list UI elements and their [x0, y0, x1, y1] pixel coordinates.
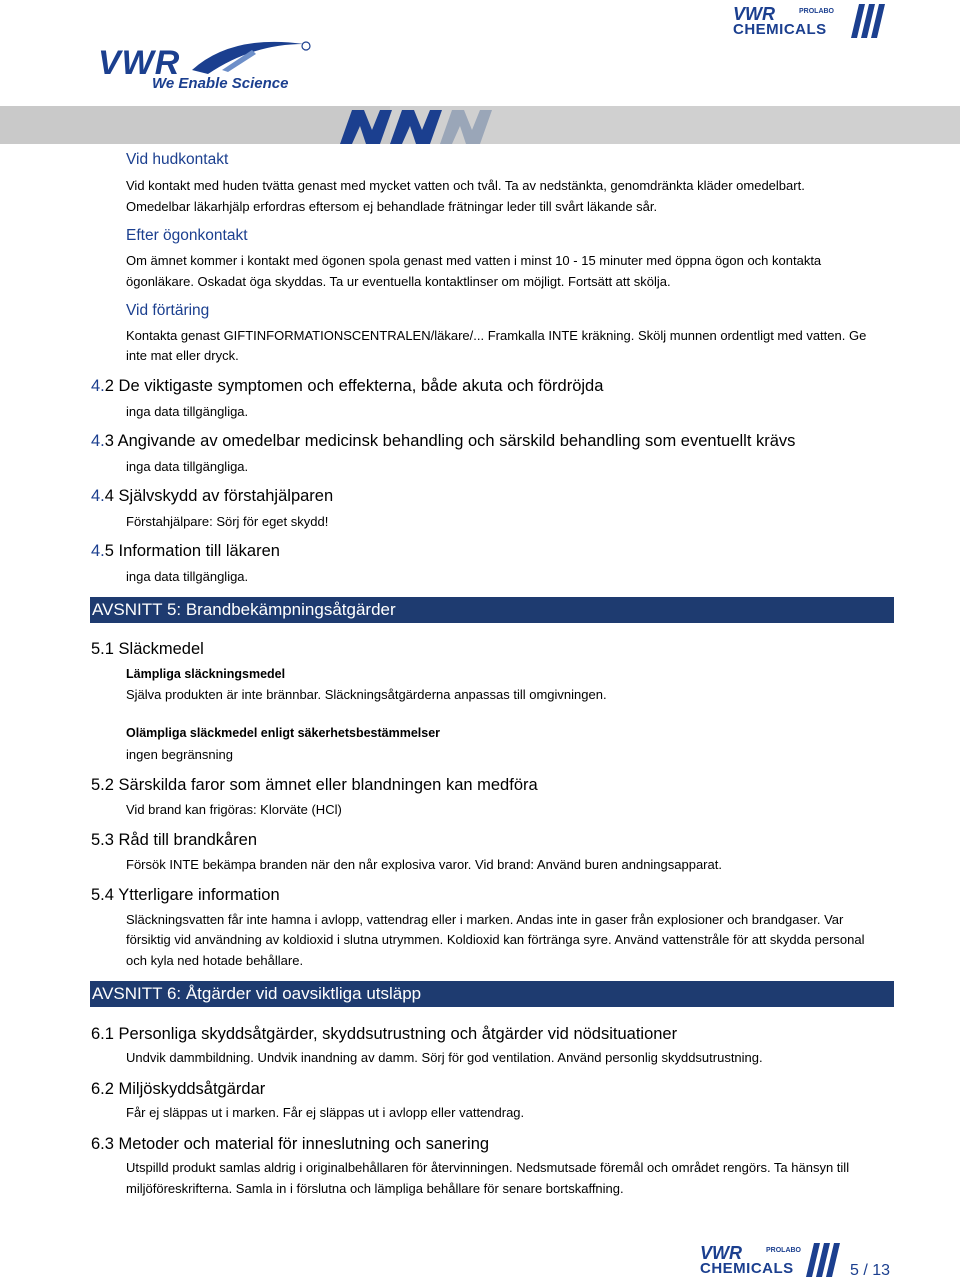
heading-6-2: 6.2 Miljöskyddsåtgärdar: [91, 1080, 266, 1098]
heading-4-4: 4.4 Självskydd av förstahjälparen: [91, 487, 334, 505]
vwr-chemicals-logo: [733, 4, 893, 40]
heading-5-2: 5.2 Särskilda faror som ämnet eller blandningen kan medföra: [91, 776, 538, 794]
eye-contact-line1: Om ämnet kommer i kontakt med ögonen spola genast med vatten i minst 10 - 15 minuter med öppna ögon och kontakta: [126, 253, 822, 268]
ingestion-heading: Vid förtäring: [126, 302, 210, 319]
ingestion-line1: Kontakta genast GIFTINFORMATIONSCENTRALEN/läkare/... Framkalla INTE kräkning. Skölj munnen ordentligt med vatten. Ge: [126, 328, 867, 343]
heading-5-4: 5.4 Ytterligare information: [91, 886, 280, 904]
footer-logo-prolabo: PROLABO: [766, 1247, 801, 1254]
body-5-2: Vid brand kan frigöras: Klorväte (HCl): [126, 802, 342, 817]
footer-logo-vwr: VWR: [700, 1243, 742, 1263]
chem-logo-chemicals: CHEMICALS: [733, 21, 827, 38]
body-6-3-line2: miljöföreskrifterna. Samla in i förslutna och lämpliga behållare för senare bortskaffning.: [126, 1181, 624, 1196]
body-4-4: Förstahjälpare: Sörj för eget skydd!: [126, 514, 329, 529]
logo-word: VWR: [98, 44, 181, 82]
footer-logo-chemicals: CHEMICALS: [700, 1260, 794, 1277]
swoosh-icon: [192, 40, 312, 76]
heading-4-2: 4.2 De viktigaste symptomen och effekterna, både akuta och fördröjda: [91, 377, 604, 395]
heading-5-3: 5.3 Råd till brandkåren: [91, 831, 258, 849]
ingestion-line2: inte mat eller dryck.: [126, 348, 239, 363]
page-number: 5 / 13: [850, 1262, 891, 1279]
section-6-bar: AVSNITT 6: Åtgärder vid oavsiktliga utsläpp: [90, 981, 894, 1007]
skin-contact-heading: Vid hudkontakt: [126, 151, 229, 168]
chem-logo-vwr: VWR: [733, 4, 775, 24]
skin-contact-line2: Omedelbar läkarhjälp erfordras eftersom ej behandlade frätningar leder till svårt läkande sår.: [126, 199, 658, 214]
body-6-1: Undvik dammbildning. Undvik inandning av damm. Sörj för god ventilation. Använd personlig skyddsutrustning.: [126, 1050, 763, 1065]
heading-4-3: 4.3 Angivande av omedelbar medicinsk behandling och särskild behandling som eventuellt krävs: [91, 432, 796, 450]
body-6-3-line1: Utspilld produkt samlas aldrig i originalbehållaren för återvinningen. Nedsmutsade föremål och området rengörs. Ta hänsyn till: [126, 1160, 850, 1175]
body-5-3: Försök INTE bekämpa branden när den når explosiva varor. Vid brand: Använd buren andningsapparat.: [126, 857, 722, 872]
body-5-4-line3: och kyla ned hotade behållare.: [126, 953, 304, 968]
heading-5-1: 5.1 Släckmedel: [91, 640, 204, 658]
header-band: [0, 106, 960, 144]
footer-stripes-icon: [806, 1243, 844, 1277]
body-5-4-line2: försiktig vid användning av koldioxid i slutna utrymmen. Koldioxid kan förtränga syre. Använd vattenstråle för att skydda personal: [126, 932, 865, 947]
body-4-5: inga data tillgängliga.: [126, 569, 249, 584]
heading-4-5: 4.5 Information till läkaren: [91, 542, 280, 560]
stripes-icon: [851, 4, 891, 38]
unsuitable-media-body: ingen begränsning: [126, 747, 233, 762]
suitable-media-body: Själva produkten är inte brännbar. Släckningsåtgärderna anpassas till omgivningen.: [126, 687, 607, 702]
eye-contact-line2: ögonläkare. Oskadat öga skyddas. Ta ur eventuella kontaktlinser om möjligt. Fortsätt att skölja.: [126, 274, 671, 289]
body-6-2: Får ej släppas ut i marken. Får ej släppas ut i avlopp eller vattendrag.: [126, 1105, 525, 1120]
body-4-2: inga data tillgängliga.: [126, 404, 249, 419]
suitable-media-heading: Lämpliga släckningsmedel: [126, 667, 286, 681]
chem-logo-prolabo: PROLABO: [799, 8, 834, 15]
vwr-chemicals-logo-footer: [700, 1243, 845, 1279]
skin-contact-line1: Vid kontakt med huden tvätta genast med mycket vatten och tvål. Ta av nedstänkta, genomdränkta kläder omedelbart.: [126, 178, 805, 193]
body-5-4-line1: Släckningsvatten får inte hamna i avlopp, vattendrag eller i marken. Andas inte in gaser från explosioner och brandgaser. Var: [126, 912, 844, 927]
heading-6-1: 6.1 Personliga skyddsåtgärder, skyddsutrustning och åtgärder vid nödsituationer: [91, 1025, 678, 1043]
unsuitable-media-heading: Olämpliga släckmedel enligt säkerhetsbestämmelser: [126, 726, 441, 740]
logo-tagline: We Enable Science: [152, 75, 289, 92]
body-4-3: inga data tillgängliga.: [126, 459, 249, 474]
vwr-logo: [98, 38, 314, 96]
heading-6-3: 6.3 Metoder och material för inneslutning och sanering: [91, 1135, 490, 1153]
eye-contact-heading: Efter ögonkontakt: [126, 227, 248, 244]
section-5-bar: AVSNITT 5: Brandbekämpningsåtgärder: [90, 597, 894, 623]
